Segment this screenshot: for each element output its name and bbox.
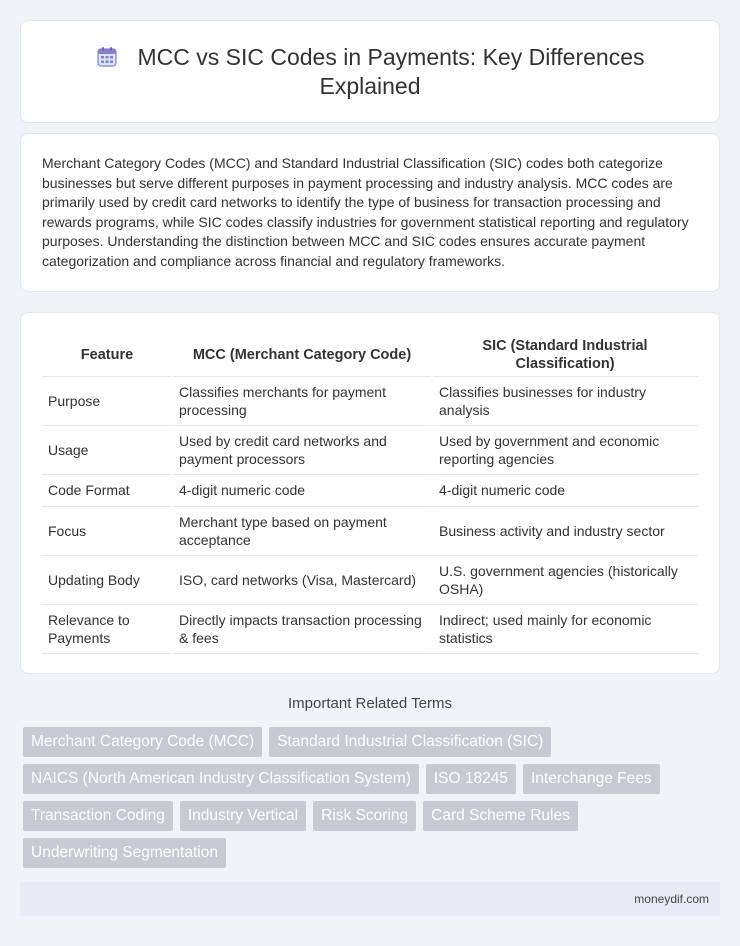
row-sic: 4-digit numeric code [432, 474, 698, 506]
intro-card [20, 133, 720, 292]
related-term-tag[interactable]: ISO 18245 [426, 764, 516, 794]
calendar-icon [95, 45, 119, 69]
row-sic: U.S. government agencies (historically OSHA) [432, 555, 698, 604]
row-feature: Purpose [42, 376, 172, 425]
intro-paragraph: Merchant Category Codes (MCC) and Standard Industrial Classification (SIC) codes both categorize businesses but serve different purposes in payment processing and industry analysis. MCC codes are primarily used by credit card networks to identify the type of business for transaction processing and rewards programs, while SIC codes classify industries for government statistical reporting and regulatory purposes. Understanding the distinction between MCC and SIC codes ensures accurate payment categorization and compliance across financial and regulatory frameworks. [42, 155, 689, 269]
row-mcc: ISO, card networks (Visa, Mastercard) [172, 555, 432, 604]
row-feature: Code Format [42, 474, 172, 506]
row-feature: Updating Body [42, 555, 172, 604]
page-title: MCC vs SIC Codes in Payments: Key Differences Explained [137, 44, 645, 99]
related-term-tag[interactable]: Card Scheme Rules [423, 801, 578, 831]
related-term-tag[interactable]: Standard Industrial Classification (SIC) [269, 727, 551, 757]
comparison-table-card [20, 312, 720, 674]
row-feature: Relevance to Payments [42, 604, 172, 653]
comparison-table [42, 334, 698, 654]
row-mcc: Used by credit card networks and payment processors [172, 425, 432, 474]
related-terms-list [23, 727, 683, 875]
table-row [42, 376, 698, 425]
related-term-tag[interactable]: Merchant Category Code (MCC) [23, 727, 262, 757]
row-sic: Classifies businesses for industry analysis [432, 376, 698, 425]
page-title-wrap [21, 43, 719, 101]
related-term-tag[interactable]: Underwriting Segmentation [23, 838, 226, 868]
row-feature: Focus [42, 506, 172, 555]
header-feature: Feature [42, 334, 172, 376]
row-feature: Usage [42, 425, 172, 474]
related-term-tag[interactable]: NAICS (North American Industry Classification System) [23, 764, 419, 794]
related-terms-title: Important Related Terms [288, 695, 452, 712]
related-term-tag[interactable]: Transaction Coding [23, 801, 173, 831]
table-row [42, 425, 698, 474]
table-row [42, 474, 698, 506]
table-row [42, 604, 698, 653]
row-mcc: Merchant type based on payment acceptance [172, 506, 432, 555]
table-row [42, 555, 698, 604]
row-mcc: Directly impacts transaction processing & fees [172, 604, 432, 653]
header-sic: SIC (Standard Industrial Classification) [432, 334, 698, 376]
title-card [20, 20, 720, 123]
footer-bar [20, 882, 720, 916]
row-mcc: 4-digit numeric code [172, 474, 432, 506]
related-term-tag[interactable]: Risk Scoring [313, 801, 416, 831]
table-row [42, 506, 698, 555]
row-sic: Business activity and industry sector [432, 506, 698, 555]
footer-site-name[interactable]: moneydif.com [634, 892, 709, 906]
table-header-row [42, 334, 698, 376]
related-term-tag[interactable]: Industry Vertical [180, 801, 306, 831]
header-mcc: MCC (Merchant Category Code) [172, 334, 432, 376]
row-sic: Indirect; used mainly for economic statistics [432, 604, 698, 653]
row-sic: Used by government and economic reporting agencies [432, 425, 698, 474]
related-term-tag[interactable]: Interchange Fees [523, 764, 660, 794]
row-mcc: Classifies merchants for payment processing [172, 376, 432, 425]
